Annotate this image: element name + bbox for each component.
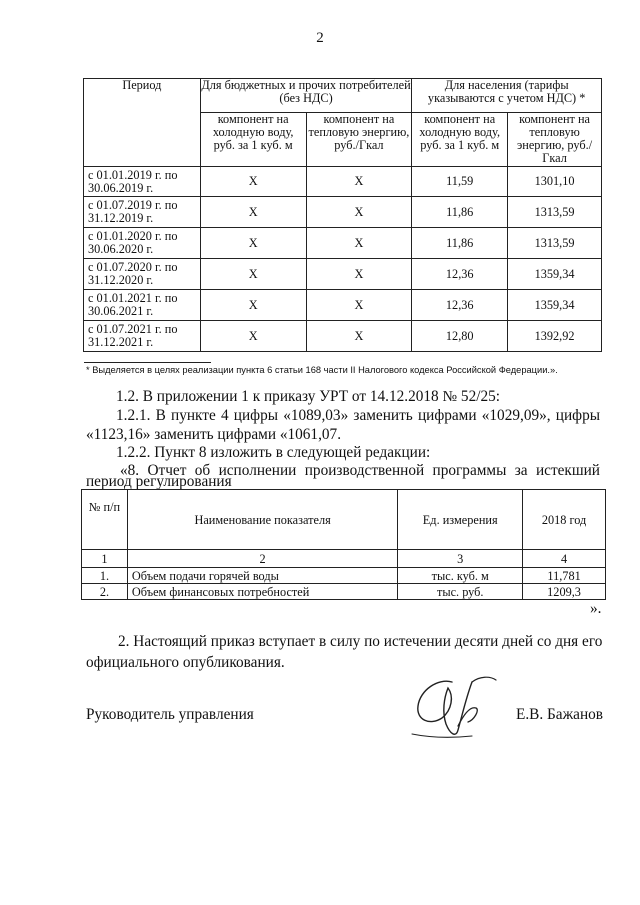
table-row [82,584,606,600]
row-value: 1209,3 [523,584,606,600]
signatory-position: Руководитель управления [86,706,254,723]
row-budget-heat: X [306,290,412,321]
row-population-heat: 1313,59 [508,197,602,228]
row-budget-heat: X [306,197,412,228]
row-budget-water: X [200,167,306,197]
row-period: с 01.01.2019 г. по 30.06.2019 г. [84,167,201,197]
table-row [84,167,602,197]
row-budget-water: X [200,197,306,228]
table-row [84,321,602,352]
header-unit: Ед. измерения [398,490,523,550]
footnote-divider [84,362,211,363]
row-population-water: 11,86 [412,228,508,259]
paragraph-1-2-2: 1.2.2. Пункт 8 изложить в следующей редакции: [116,444,431,461]
index-cell: 3 [398,550,523,568]
header-period: Период [84,79,201,167]
row-population-water: 11,59 [412,167,508,197]
header-group-budget: Для бюджетных и прочих потребителей (без НДС) [200,79,412,113]
index-row [82,550,606,568]
row-population-heat: 1359,34 [508,290,602,321]
row-num: 1. [82,568,128,584]
row-num: 2. [82,584,128,600]
row-name: Объем финансовых потребностей [127,584,397,600]
row-budget-heat: X [306,228,412,259]
closing-quote: ». [590,600,602,617]
row-population-water: 12,36 [412,290,508,321]
row-budget-water: X [200,228,306,259]
row-population-water: 12,36 [412,259,508,290]
row-period: с 01.01.2020 г. по 30.06.2020 г. [84,228,201,259]
row-population-water: 12,80 [412,321,508,352]
page-number: 2 [316,30,324,46]
header-num: № п/п [82,490,128,550]
row-period: с 01.01.2021 г. по 30.06.2021 г. [84,290,201,321]
row-budget-heat: X [306,321,412,352]
paragraph-1-2: 1.2. В приложении 1 к приказу УРТ от 14.12.2018 № 52/25: [116,388,501,405]
header-budget-cold-water: компонент на холодную воду, руб. за 1 куб. м [200,113,306,167]
row-budget-water: X [200,290,306,321]
row-population-heat: 1301,10 [508,167,602,197]
footnote: * Выделяется в целях реализации пункта 6 статьи 168 части II Налогового кодекса Российской Федерации.». [86,365,558,375]
header-group-population: Для населения (тарифы указываются с учетом НДС) * [412,79,602,113]
paragraph-2-line1: 2. Настоящий приказ вступает в силу по истечении десяти дней со дня его [118,633,603,650]
row-budget-water: X [200,259,306,290]
table-row [84,197,602,228]
row-period: с 01.07.2021 г. по 31.12.2021 г. [84,321,201,352]
index-cell: 1 [82,550,128,568]
row-budget-heat: X [306,167,412,197]
row-budget-water: X [200,321,306,352]
signatory-name: Е.В. Бажанов [516,706,604,723]
handwritten-signature [408,668,503,748]
row-population-water: 11,86 [412,197,508,228]
paragraph-1-2-1-line2: «1123,16» заменить цифрами «1061,07. [86,426,342,443]
tariff-table [83,78,602,352]
paragraph-8-line2: период регулирования [86,473,232,490]
index-cell: 2 [127,550,397,568]
row-period: с 01.07.2019 г. по 31.12.2019 г. [84,197,201,228]
table-row [84,259,602,290]
header-name: Наименование показателя [127,490,397,550]
row-name: Объем подачи горячей воды [127,568,397,584]
header-population-cold-water: компонент на холодную воду, руб. за 1 куб. м [412,113,508,167]
row-period: с 01.07.2020 г. по 31.12.2020 г. [84,259,201,290]
row-population-heat: 1313,59 [508,228,602,259]
row-unit: тыс. куб. м [398,568,523,584]
row-population-heat: 1359,34 [508,259,602,290]
header-population-heat: компонент на тепловую энергию, руб./Гкал [508,113,602,167]
table-row [84,290,602,321]
header-budget-heat: компонент на тепловую энергию, руб./Гкал [306,113,412,167]
indicators-table [81,489,606,600]
paragraph-8-line1: «8. Отчет об исполнении производственной программы за истекший [120,462,600,479]
header-year: 2018 год [523,490,606,550]
paragraph-2-line2: официального опубликования. [86,654,285,671]
row-population-heat: 1392,92 [508,321,602,352]
row-value: 11,781 [523,568,606,584]
row-budget-heat: X [306,259,412,290]
table-row [82,568,606,584]
paragraph-1-2-1-line1: 1.2.1. В пункте 4 цифры «1089,03» заменить цифрами «1029,09», цифры [116,407,600,424]
row-unit: тыс. руб. [398,584,523,600]
table-row [84,228,602,259]
index-cell: 4 [523,550,606,568]
